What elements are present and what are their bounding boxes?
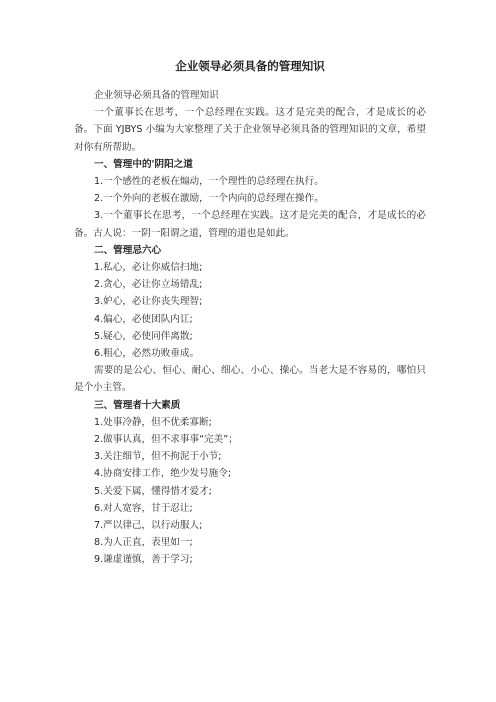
section3-item: 4.协商安排工作，绝少发号施令;	[94, 468, 232, 480]
document-title: 企业领导必须具备的管理知识	[175, 59, 325, 73]
section1-item: 1.一个感性的老板在煽动，一个理性的总经理在执行。	[94, 176, 324, 188]
section1-item: 3.一个董事长在思考，一个总经理在实践。这才是完美的配合，才是成长的必备。古人说：一阴一阳谓之道，管理的道也是如此。	[74, 210, 426, 239]
section3-item: 3.关注细节，但不拘泥于小节;	[94, 451, 222, 463]
section2-item: 1.私心，必让你威信扫地;	[94, 262, 203, 274]
section3-item: 9.谦虚谨慎，善于学习;	[94, 554, 193, 566]
intro-paragraph: 一个董事长在思考，一个总经理在实践。这才是完美的配合，才是成长的必备。下面 YJBYS 小编为大家整理了关于企业领导必须具备的管理知识的文章，希望对你有所帮助。	[74, 107, 426, 153]
section2-item: 5.疑心，必使同伴离散;	[94, 330, 193, 342]
section3-item: 1.处事冷静，但不优柔寡断;	[94, 416, 212, 428]
section3-item: 2.做事认真，但不求事事“完美”；	[94, 434, 238, 446]
document-page	[74, 58, 426, 569]
section2-item: 6.粗心，必然功败垂成。	[94, 348, 200, 360]
section3-item: 7.严以律己，以行动服人;	[94, 520, 203, 532]
section-heading-2: 二、管理忌六心	[94, 244, 162, 256]
section3-item: 6.对人宽容，甘于忍让;	[94, 502, 193, 514]
section2-item: 4.偏心，必使团队内讧;	[94, 313, 193, 325]
section2-item: 3.妒心，必让你丧失理智;	[94, 296, 203, 308]
section2-item: 2.贪心，必让你立场错乱;	[94, 279, 203, 291]
intro-title: 企业领导必须具备的管理知识	[94, 90, 219, 101]
section2-summary: 需要的是公心、恒心、耐心、细心、小心、操心。当老大是不容易的，哪怕只是个小主管。	[74, 365, 426, 394]
section3-item: 8.为人正直，表里如一;	[94, 537, 193, 549]
section-heading-1: 一、管理中的'阴阳之道	[94, 158, 193, 170]
section1-item: 2.一个外向的老板在激励，一个内向的总经理在操作。	[94, 193, 324, 205]
section3-item: 5.关爱下属，懂得惜才爱才;	[94, 485, 212, 497]
section-heading-3: 三、管理者十大素质	[94, 399, 181, 411]
